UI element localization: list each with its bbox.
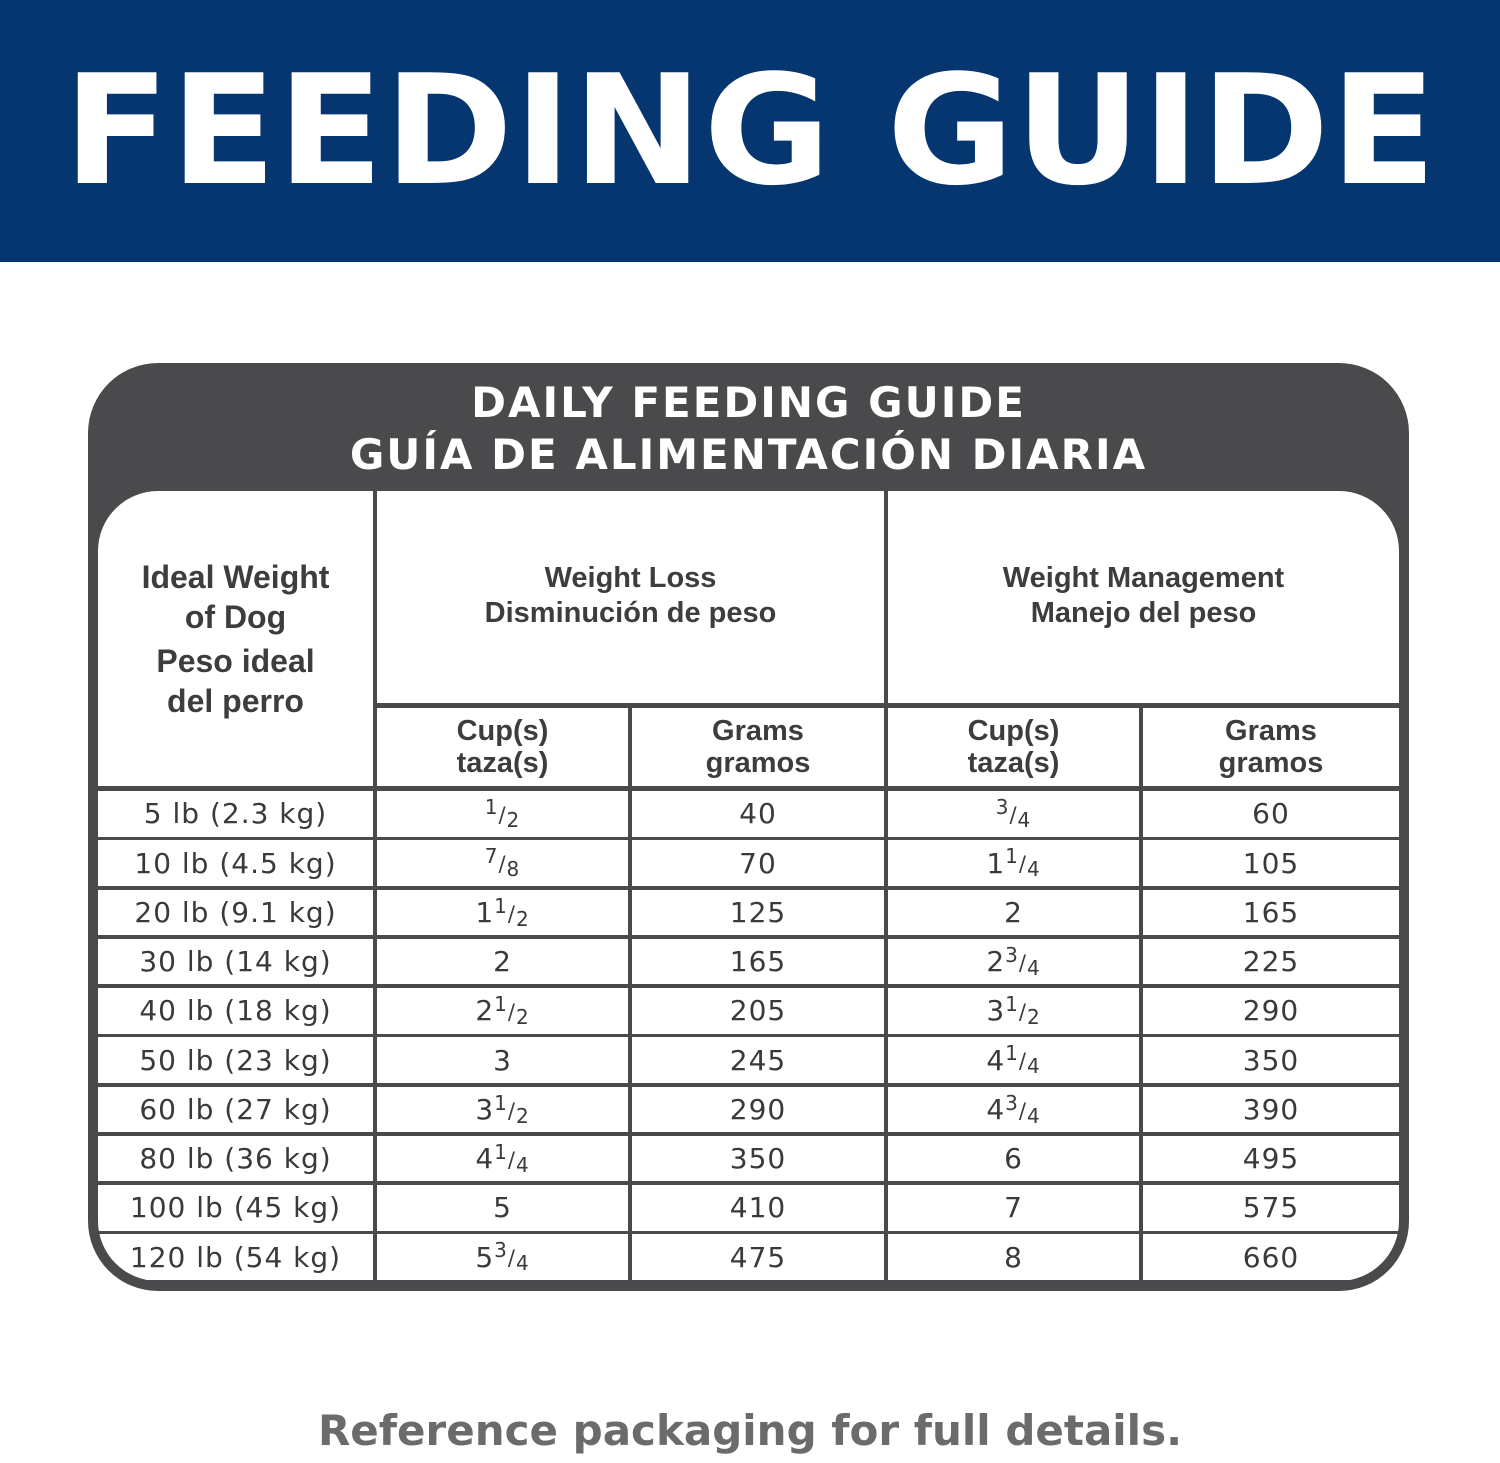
cups-management-cell: $^3/_4$ (888, 791, 1139, 837)
subheader-cups-loss (377, 708, 628, 786)
cups-loss-cell: $^1/_2$ (377, 791, 628, 837)
weight-cell: 10 lb (4.5 kg) (98, 840, 373, 886)
cups-loss-cell: 4 $^1/_4$ (377, 1136, 628, 1182)
grams-management-cell: 390 (1143, 1087, 1399, 1133)
grams-loss-cell: 350 (632, 1136, 884, 1182)
table-title-english: DAILY FEEDING GUIDE (471, 378, 1026, 427)
cups-management-cell: 4 $^3/_4$ (888, 1087, 1139, 1133)
cups-management-cell: 8 (888, 1234, 1139, 1280)
grams-loss-cell: 70 (632, 840, 884, 886)
grams-management-cell: 225 (1143, 939, 1399, 985)
weight-header-line: del perro (167, 682, 304, 719)
weight-header-line: of Dog (184, 598, 287, 635)
subheader-english: Cup(s) (967, 715, 1060, 747)
cups-management-cell: 1 $^1/_4$ (888, 840, 1139, 886)
cups-management-cell: 2 (888, 890, 1139, 936)
cups-loss-cell: 3 (377, 1037, 628, 1083)
subheader-spanish: taza(s) (967, 747, 1060, 779)
header-banner (0, 0, 1500, 262)
weight-cell: 5 lb (2.3 kg) (98, 791, 373, 837)
subheader-spanish: gramos (705, 747, 811, 779)
grams-loss-cell: 245 (632, 1037, 884, 1083)
cups-management-cell: 6 (888, 1136, 1139, 1182)
weight-management-group-header (888, 491, 1399, 703)
subheader-english: Grams (712, 715, 804, 747)
subheader-english: Grams (1225, 715, 1317, 747)
grams-management-cell: 350 (1143, 1037, 1399, 1083)
cups-management-cell: 4 $^1/_4$ (888, 1037, 1139, 1083)
grams-management-cell: 290 (1143, 988, 1399, 1034)
weight-cell: 100 lb (45 kg) (98, 1185, 373, 1231)
grams-loss-cell: 410 (632, 1185, 884, 1231)
table-title (88, 377, 1409, 481)
group-header-spanish: Manejo del peso (1030, 597, 1257, 629)
feeding-table (98, 491, 1399, 1281)
grams-loss-cell: 205 (632, 988, 884, 1034)
cups-loss-cell: 2 (377, 939, 628, 985)
grams-loss-cell: 290 (632, 1087, 884, 1133)
grams-loss-cell: 125 (632, 890, 884, 936)
weight-cell: 30 lb (14 kg) (98, 939, 373, 985)
weight-header-line: Peso ideal (156, 642, 315, 679)
cups-management-cell: 7 (888, 1185, 1139, 1231)
grams-loss-cell: 165 (632, 939, 884, 985)
weight-column-header (98, 491, 373, 786)
subheader-grams-loss (632, 708, 884, 786)
cups-loss-cell: 2 $^1/_2$ (377, 988, 628, 1034)
subheader-cups-management (888, 708, 1139, 786)
weight-cell: 40 lb (18 kg) (98, 988, 373, 1034)
grams-management-cell: 660 (1143, 1234, 1399, 1280)
cups-loss-cell: 5 (377, 1185, 628, 1231)
weight-cell: 80 lb (36 kg) (98, 1136, 373, 1182)
weight-cell: 120 lb (54 kg) (98, 1234, 373, 1280)
weight-cell: 60 lb (27 kg) (98, 1087, 373, 1133)
table-title-spanish: GUÍA DE ALIMENTACIÓN DIARIA (349, 430, 1148, 479)
grams-management-cell: 105 (1143, 840, 1399, 886)
group-header-english: Weight Loss (544, 562, 717, 594)
group-header-spanish: Disminución de peso (484, 597, 777, 629)
grams-management-cell: 60 (1143, 791, 1399, 837)
weight-loss-group-header (377, 491, 884, 703)
feeding-table-card (88, 363, 1409, 1291)
cups-loss-cell: 1 $^1/_2$ (377, 890, 628, 936)
cups-loss-cell: $^7/_8$ (377, 840, 628, 886)
grams-management-cell: 165 (1143, 890, 1399, 936)
subheader-english: Cup(s) (456, 715, 549, 747)
grams-loss-cell: 40 (632, 791, 884, 837)
cups-loss-cell: 3 $^1/_2$ (377, 1087, 628, 1133)
grams-loss-cell: 475 (632, 1234, 884, 1280)
subheader-grams-management (1143, 708, 1399, 786)
grams-management-cell: 575 (1143, 1185, 1399, 1231)
group-header-english: Weight Management (1002, 562, 1285, 594)
subheader-spanish: gramos (1218, 747, 1324, 779)
subheader-spanish: taza(s) (456, 747, 549, 779)
footer-note: Reference packaging for full details. (317, 1406, 1183, 1455)
weight-cell: 50 lb (23 kg) (98, 1037, 373, 1083)
weight-cell: 20 lb (9.1 kg) (98, 890, 373, 936)
cups-management-cell: 3 $^1/_2$ (888, 988, 1139, 1034)
cups-loss-cell: 5 $^3/_4$ (377, 1234, 628, 1280)
grams-management-cell: 495 (1143, 1136, 1399, 1182)
cups-management-cell: 2 $^3/_4$ (888, 939, 1139, 985)
page-title: FEEDING GUIDE (63, 42, 1437, 219)
weight-header-line: Ideal Weight (141, 558, 330, 595)
